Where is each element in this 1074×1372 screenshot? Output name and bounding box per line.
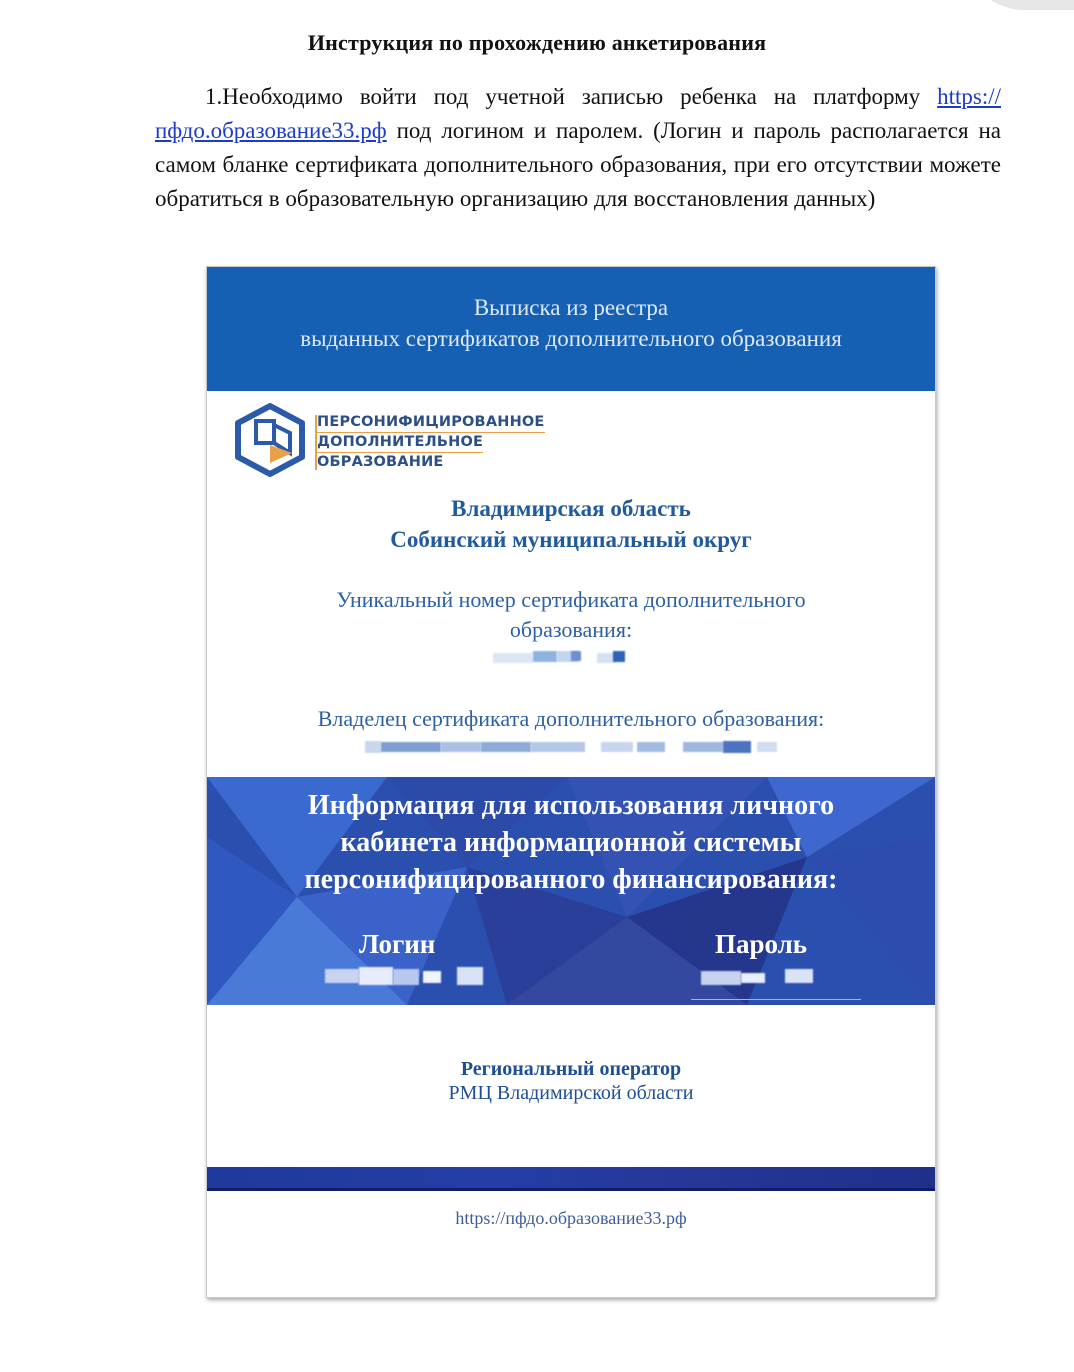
password-label: Пароль bbox=[715, 929, 808, 959]
municipality-name: Собинский муниципальный округ bbox=[390, 527, 752, 552]
login-label: Логин bbox=[359, 929, 436, 959]
instruction-text-after-link: под логином и паролем. (Логин и пароль располагается на самом бланке сертификата дополнительного образования, при его отсутствии можете обратиться в образовательную организацию для восстановления данных) bbox=[155, 118, 1001, 211]
header-line-2: выданных сертификатов дополнительного образования bbox=[300, 326, 842, 351]
password-underline bbox=[691, 999, 861, 1000]
regional-operator-name: РМЦ Владимирской области bbox=[448, 1082, 694, 1104]
certificate-number-label-line-1: Уникальный номер сертификата дополнительного bbox=[336, 587, 806, 612]
certificate-number-label-line-2: образования: bbox=[509, 617, 633, 642]
login-info-band bbox=[207, 777, 935, 1005]
logo-text-line-2: ДОПОЛНИТЕЛЬНОЕ bbox=[315, 433, 483, 453]
certificate-owner-label: Владелец сертификата дополнительного образования: bbox=[317, 706, 825, 731]
regional-operator bbox=[207, 1057, 935, 1105]
platform-link[interactable]: https://пфдо.образование33.рф bbox=[155, 84, 1002, 143]
password-value-redacted bbox=[701, 967, 821, 989]
document-title: Инструкция по прохождению анкетирования bbox=[307, 30, 767, 55]
regional-operator-title: Региональный оператор bbox=[460, 1058, 682, 1080]
login-info-title bbox=[207, 787, 935, 898]
logo-text-line-1: ПЕРСОНИФИЦИРОВАННОЕ bbox=[315, 413, 545, 433]
certificate-number-redacted bbox=[493, 649, 643, 665]
login-info-title-line-1: Информация для использования личного bbox=[307, 790, 835, 821]
logo-text-line-3: ОБРАЗОВАНИЕ bbox=[317, 454, 444, 470]
region-name: Владимирская область bbox=[451, 496, 691, 521]
certificate-card bbox=[206, 266, 936, 1298]
header-line-1: Выписка из реестра bbox=[473, 295, 669, 320]
pfdo-logo-icon bbox=[234, 403, 306, 477]
region-block bbox=[207, 493, 935, 555]
certificate-header bbox=[207, 267, 935, 391]
instruction-paragraph bbox=[155, 80, 1001, 216]
pfdo-logo-text bbox=[315, 413, 545, 472]
certificate-number-label bbox=[207, 585, 935, 645]
page-corner-shade bbox=[964, 0, 1074, 10]
login-info-title-line-2: кабинета информационной системы bbox=[340, 827, 802, 858]
footer-url: https://пфдо.образование33.рф bbox=[455, 1208, 687, 1228]
certificate-owner-redacted bbox=[365, 739, 785, 755]
instruction-text-before-link: 1.Необходимо войти под учетной записью ребенка на платформу bbox=[205, 84, 921, 109]
login-info-title-line-3: персонифицированного финансирования: bbox=[304, 864, 838, 895]
login-value-redacted bbox=[325, 965, 485, 989]
footer-bar bbox=[207, 1167, 935, 1191]
